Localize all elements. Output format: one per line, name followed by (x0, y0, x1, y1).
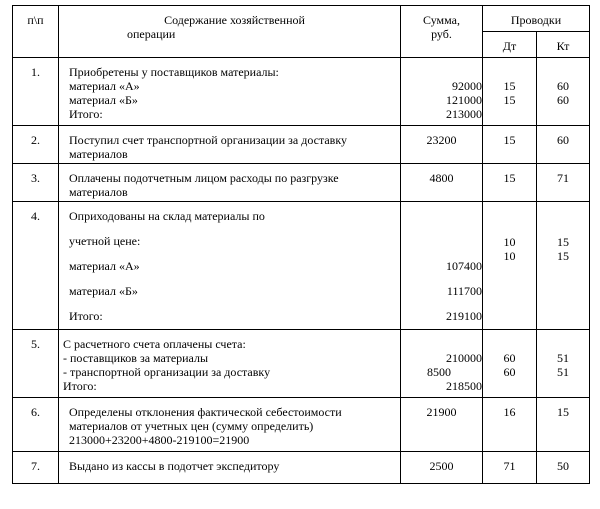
row-desc (59, 58, 401, 126)
row-num: 6. (13, 398, 59, 452)
table-row (13, 126, 590, 164)
kt-line: 51 (557, 351, 569, 365)
header-sum (401, 6, 483, 58)
row-dt: 16 (483, 398, 537, 452)
table-row (13, 202, 590, 330)
row-dt (483, 330, 537, 398)
sum-line: 210000 (446, 351, 482, 365)
row-dt: 15 (483, 164, 537, 202)
kt-line: 60 (557, 79, 569, 93)
sum-line: 111700 (446, 284, 482, 298)
table-row (13, 330, 590, 398)
row-desc (59, 126, 401, 164)
dt-line: 60 (503, 365, 516, 379)
desc-line: Итого: (69, 309, 103, 323)
row-sum: 4800 (401, 164, 483, 202)
desc-line: Итого: (69, 107, 103, 121)
desc-line: - транспортной организации за доставку (63, 365, 271, 379)
row-dt: 71 (483, 452, 537, 484)
row-sum: 23200 (401, 126, 483, 164)
row-kt (537, 330, 590, 398)
table-row (13, 452, 590, 484)
row-desc (59, 452, 401, 484)
row-num: 5. (13, 330, 59, 398)
sum-line: 92000 (452, 79, 482, 93)
table-row (13, 164, 590, 202)
header-num: п\п (13, 6, 59, 58)
table-row (13, 58, 590, 126)
kt-line: 15 (557, 249, 569, 263)
dt-line: 15 (503, 93, 516, 107)
sum-line: 218500 (446, 379, 482, 393)
kt-line: 15 (557, 235, 569, 249)
desc-line: материал «Б» (69, 284, 138, 298)
row-num: 3. (13, 164, 59, 202)
row-sum (401, 202, 483, 330)
desc-line: материалов (69, 185, 128, 199)
sum-line: 219100 (446, 309, 482, 323)
desc-line: С расчетного счета оплачены счета: (63, 337, 246, 351)
row-kt (537, 58, 590, 126)
row-sum (401, 58, 483, 126)
desc-line: Оплачены подотчетным лицом расходы по разгрузке (69, 171, 339, 185)
operations-table (12, 5, 590, 484)
desc-line: - поставщиков за материалы (63, 351, 209, 365)
row-desc (59, 330, 401, 398)
desc-line: материалов от учетных цен (сумму определить) (69, 419, 314, 433)
row-sum: 21900 (401, 398, 483, 452)
header-sum-line: Сумма, (423, 13, 460, 27)
desc-line: Выдано из кассы в подотчет экспедитору (69, 459, 280, 473)
row-num: 4. (13, 202, 59, 330)
dt-line: 60 (503, 351, 516, 365)
row-dt (483, 58, 537, 126)
desc-line: материал «А» (69, 79, 140, 93)
desc-line: Итого: (63, 379, 97, 393)
row-dt: 15 (483, 126, 537, 164)
header-content-line: Содержание хозяйственной (164, 13, 305, 27)
desc-line: материал «А» (69, 259, 140, 273)
desc-line: Приобретены у поставщиков материалы: (69, 65, 279, 79)
header-sum-line: руб. (431, 27, 452, 41)
row-kt: 60 (537, 126, 590, 164)
row-kt (537, 202, 590, 330)
row-desc (59, 202, 401, 330)
row-num: 1. (13, 58, 59, 126)
kt-line: 60 (557, 93, 569, 107)
dt-line: 10 (503, 249, 516, 263)
row-sum (401, 330, 483, 398)
row-num: 2. (13, 126, 59, 164)
sum-line: 8500 (427, 365, 451, 379)
row-kt: 15 (537, 398, 590, 452)
sum-line (401, 65, 482, 79)
row-desc (59, 398, 401, 452)
header-entries: Проводки (483, 6, 590, 32)
kt-line: 51 (557, 365, 569, 379)
desc-line: 213000+23200+4800-219100=21900 (69, 433, 250, 447)
header-content (59, 6, 401, 58)
desc-line: материал «Б» (69, 93, 138, 107)
header-dt: Дт (483, 32, 537, 58)
sum-line: 121000 (446, 93, 482, 107)
header-content-line: операции (127, 27, 176, 41)
row-kt: 50 (537, 452, 590, 484)
row-sum: 2500 (401, 452, 483, 484)
table-row (13, 398, 590, 452)
row-kt: 71 (537, 164, 590, 202)
sum-line: 213000 (446, 107, 482, 121)
dt-line: 15 (503, 79, 516, 93)
sum-line: 107400 (446, 259, 482, 273)
desc-line: Определены отклонения фактической себестоимости (69, 405, 342, 419)
desc-line: учетной цене: (69, 234, 141, 248)
row-desc (59, 164, 401, 202)
row-dt (483, 202, 537, 330)
row-num: 7. (13, 452, 59, 484)
desc-line: материалов (69, 147, 128, 161)
desc-line: Оприходованы на склад материалы по (69, 209, 265, 223)
header-kt: Кт (537, 32, 590, 58)
dt-line: 10 (503, 235, 516, 249)
desc-line: Поступил счет транспортной организации за доставку (69, 133, 347, 147)
